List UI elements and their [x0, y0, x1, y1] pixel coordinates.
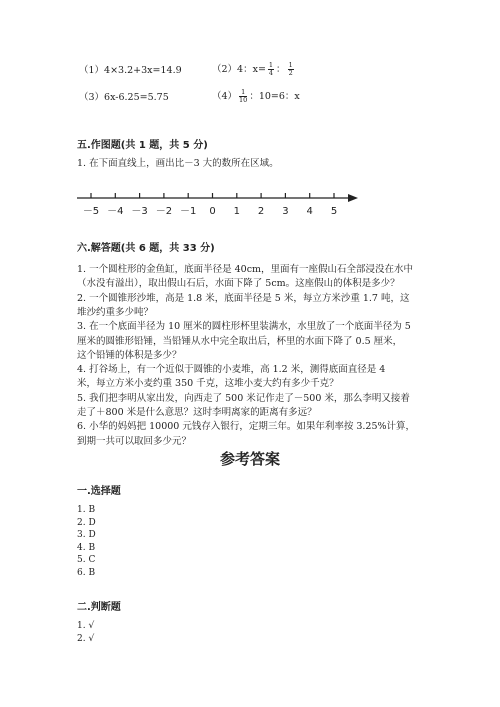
choice-answer-item: 5. C	[77, 555, 96, 565]
section6-line: 到期一共可以取回多少元？	[77, 435, 192, 447]
choice-answer-item: 3. D	[77, 530, 96, 540]
judge-heading: 二.判断题	[77, 602, 121, 613]
section6-line: 1. 一个圆柱形的金鱼缸，底面半径是 40cm，里面有一座假山石全部浸没在水中	[77, 264, 414, 275]
calc-question-2: （2）4：x= $\frac{1}{4}$ ： $\frac{1}{2}$	[212, 61, 293, 77]
number-line-label: 4	[306, 206, 313, 217]
choice-heading: 一.选择题	[77, 486, 121, 497]
number-line-label: －5	[82, 206, 100, 217]
section6-line: 6. 小华的妈妈把 10000 元钱存入银行，定期三年。如果年利率按 3.25%计算，	[77, 421, 416, 433]
calc-question-4: （4） $\frac{1}{10}$ ：10=6：x	[212, 88, 300, 104]
section6-line: 3. 在一个底面半径为 10 厘米的圆柱形杯里装满水，水里放了一个底面半径为 5	[77, 321, 411, 333]
number-line-label: －4	[107, 206, 124, 217]
fraction-one-quarter: $\frac{1}{4}$	[268, 61, 274, 77]
calc-question-3: （3）6x-6.25=5.75	[79, 92, 169, 103]
section6-line: 4. 打谷场上，有一个近似于圆锥的小麦堆，高 1.2 米，测得底面直径是 4	[77, 364, 386, 376]
number-line-label: 2	[257, 206, 265, 217]
number-line-label: 0	[209, 206, 216, 217]
section6-line: （水没有溢出），取出假山石后，水面下降了 5cm。这座假山的体积是多少？	[77, 278, 400, 290]
number-line-label: －1	[180, 206, 197, 217]
section6-line: 厘米的圆锥形铅锤，当铅锤从水中完全取出后，杯里的水面下降了 0.5 厘米，	[77, 335, 403, 347]
judge-answer-item: 1. √	[77, 621, 95, 631]
section5-question: 1. 在下面直线上，画出比－3 大的数所在区域。	[77, 158, 279, 169]
number-line-label: 3	[282, 206, 289, 217]
section5-heading: 五.作图题(共 1 题，共 5 分)	[77, 140, 208, 151]
fraction-one-tenth: $\frac{1}{10}$	[239, 88, 248, 104]
section6-line: 米，每立方米小麦约重 350 千克，这堆小麦大约有多少千克？	[77, 378, 339, 390]
section6-heading: 六.解答题(共 6 题，共 33 分)	[77, 243, 215, 254]
calc-question-1: （1）4×3.2+3x=14.9	[79, 65, 182, 76]
choice-answer-item: 1. B	[77, 505, 96, 515]
choice-answer-item: 6. B	[77, 567, 96, 578]
number-line-label: －2	[155, 206, 173, 217]
section6-line: 这个铅锤的体积是多少？	[77, 349, 182, 361]
number-line	[0, 0, 500, 230]
choice-answer-item: 4. B	[77, 542, 96, 553]
choice-answer-item: 2. D	[77, 517, 96, 528]
answer-title: 参考答案	[219, 450, 280, 468]
section6-line: 2. 一个圆锥形沙堆，高是 1.8 米，底面半径是 5 米，每立方米沙重 1.7 吨，这	[77, 292, 410, 304]
section6-line: 堆沙约重多少吨？	[77, 306, 154, 318]
number-line-label: 1	[233, 206, 240, 217]
section6-line: 走了＋800 米是什么意思？这时李明离家的距离有多远？	[77, 407, 317, 418]
judge-answer-item: 2. √	[77, 634, 95, 644]
fraction-one-half: $\frac{1}{2}$	[288, 61, 293, 77]
section6-line: 5. 我们把李明从家出发，向西走了 500 米记作走了－500 米，那么李明又接着	[77, 392, 410, 404]
number-line-label: 5	[330, 206, 338, 217]
number-line-label: －3	[131, 206, 148, 217]
